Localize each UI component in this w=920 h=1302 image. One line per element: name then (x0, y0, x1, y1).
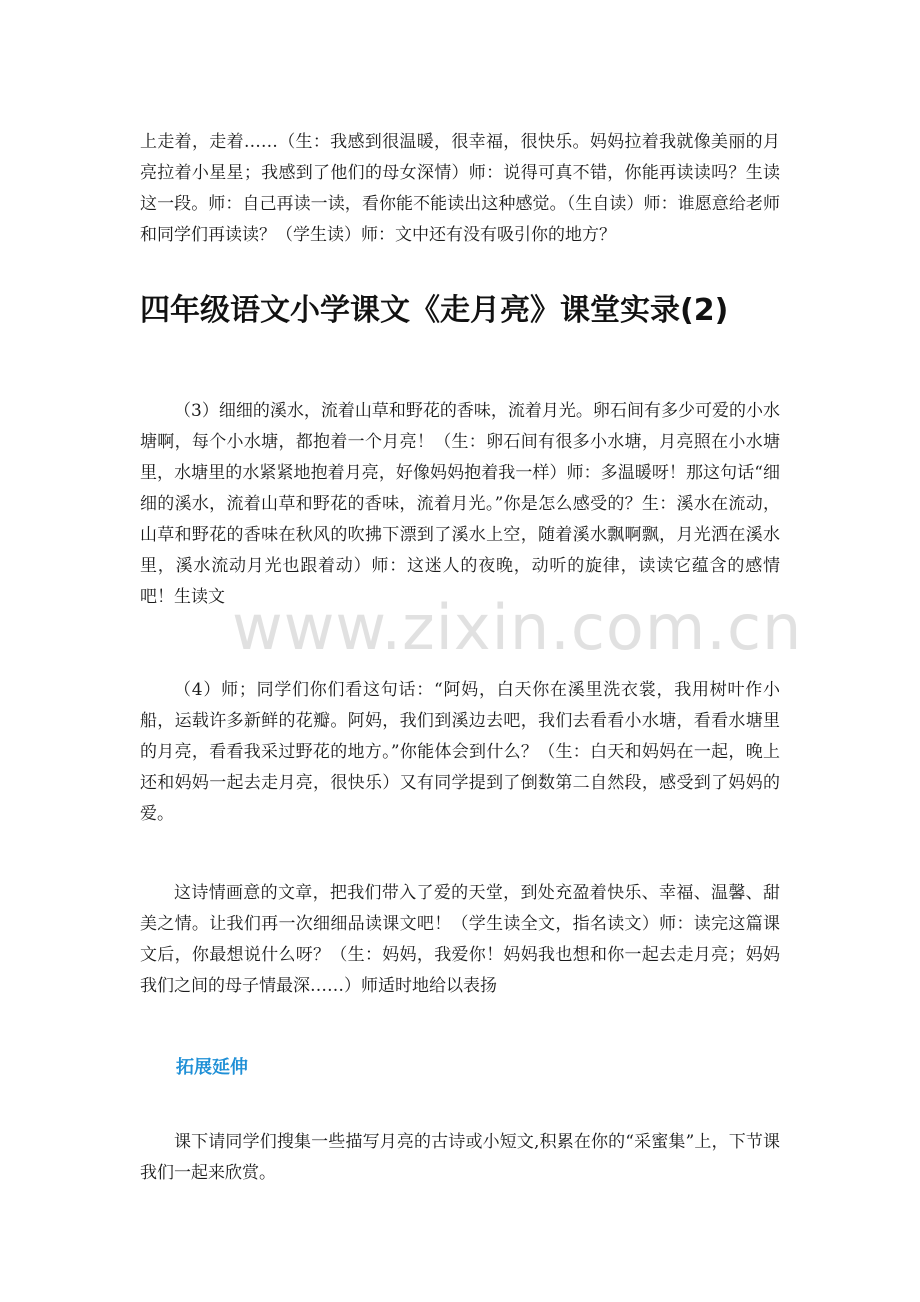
paragraph-summary: 这诗情画意的文章，把我们带入了爱的天堂，到处充盈着快乐、幸福、温馨、甜美之情。让我们再一次细细品读课文吧！（学生读全文，指名读文）师：读完这篇课文后，你最想说什么呀？（生：妈妈，我爱你！妈妈我也想和你一起去走月亮；妈妈我们之间的母子情最深……）师适时地给以表扬 (140, 883, 780, 996)
section-heading-extension: 拓展延伸 (176, 1057, 248, 1078)
document-title: 四年级语文小学课文《走月亮》课堂实录(2) (140, 293, 729, 328)
paragraph-homework: 课下请同学们搜集一些描写月亮的古诗或小短文,积累在你的“采蜜集”上，下节课我们一起来欣赏。 (140, 1132, 780, 1183)
watermark: www.zixin.com.cn (232, 591, 803, 664)
paragraph-3: （3）细细的溪水，流着山草和野花的香味，流着月光。卵石间有多少可爱的小水塘啊，每个小水塘，都抱着一个月亮！（生：卵石间有很多小水塘，月亮照在小水塘里，水塘里的水紧紧地抱着月亮，好像妈妈抱着我一样）师：多温暖呀！那这句话“细细的溪水，流着山草和野花的香味，流着月光。”你是怎么感受的？生：溪水在流动，山草和野花的香味在秋风的吹拂下漂到了溪水上空，随着溪水飘啊飘，月光洒在溪水里，溪水流动月光也跟着动）师：这迷人的夜晚，动听的旋律，读读它蕴含的感情吧！生读文 (140, 401, 780, 607)
paragraph-4: （4）师；同学们你们看这句话：“阿妈，白天你在溪里洗衣裳，我用树叶作小船，运载许多新鲜的花瓣。阿妈，我们到溪边去吧，我们去看看小水塘，看看水塘里的月亮，看看我采过野花的地方。”你能体会到什么？（生：白天和妈妈在一起，晚上还和妈妈一起去走月亮，很快乐）又有同学提到了倒数第二自然段，感受到了妈妈的爱。 (140, 680, 780, 824)
continued-paragraph: 上走着，走着……（生：我感到很温暖，很幸福，很快乐。妈妈拉着我就像美丽的月亮拉着小星星；我感到了他们的母女深情）师：说得可真不错，你能再读读吗？生读这一段。师：自己再读一读，看你能不能读出这种感觉。（生自读）师：谁愿意给老师和同学们再读读？（学生读）师：文中还有没有吸引你的地方？ (140, 132, 780, 245)
